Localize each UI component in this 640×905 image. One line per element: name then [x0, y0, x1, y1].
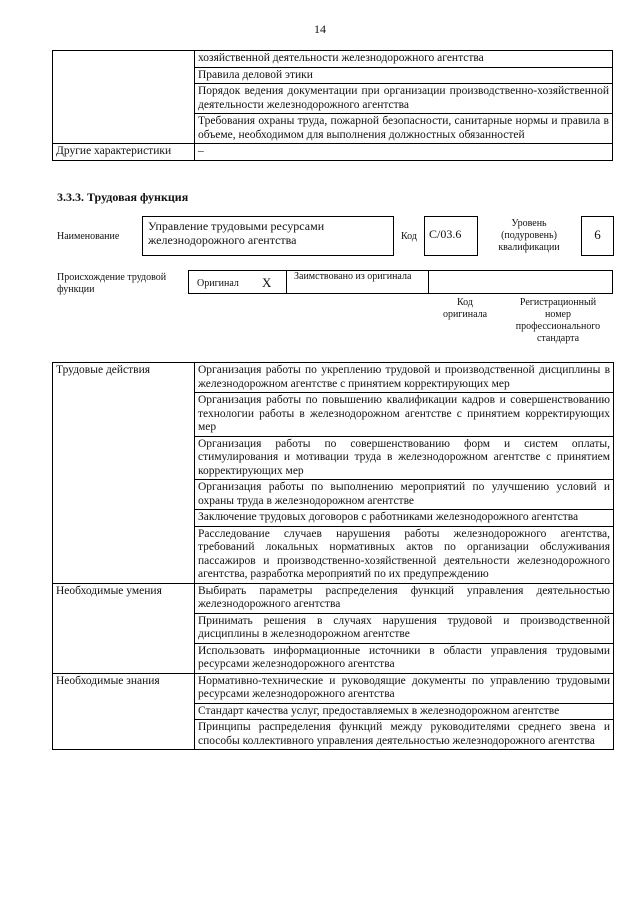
code-label: Код: [401, 231, 417, 242]
section-title: 3.3.3. Трудовая функция: [57, 190, 189, 204]
skill-item: Выбирать параметры распределения функций управления деятельностью железнодорожного агентства: [195, 583, 614, 613]
level-value-box: 6: [581, 216, 614, 256]
code-original-caption: Код оригинала: [442, 297, 488, 320]
origin-divider: [286, 270, 287, 294]
action-item: Организация работы по укреплению трудовой и производственной дисциплины в железнодорожном агентстве с принятием корректирующих мер: [195, 363, 614, 393]
action-item: Организация работы по выполнению мероприятий по улучшению условий и охраны труда в железнодорожном агентстве: [195, 480, 614, 510]
labor-function-table: [52, 362, 614, 750]
table-row: [53, 144, 613, 161]
skill-item: Использовать информационные источники в области управления трудовыми ресурсами железнодорожного агентства: [195, 643, 614, 673]
skills-label: Необходимые умения: [53, 583, 195, 673]
action-item: Заключение трудовых договоров с работниками железнодорожного агентства: [195, 510, 614, 527]
top-table-cell: Порядок ведения документации при организации производственно-хозяйственной деятельности железнодорожного агентства: [195, 84, 613, 114]
table-row: [53, 673, 614, 703]
table-row: [53, 583, 614, 613]
other-characteristics-label: Другие характеристики: [53, 144, 195, 161]
origin-label: Происхождение трудовой функции: [57, 272, 167, 295]
action-item: Организация работы по повышению квалификации кадров и совершенствованию технологии работы в железнодорожном агентстве с принятием корректирующих мер: [195, 393, 614, 437]
knowledge-item: Принципы распределения функций между руководителями среднего звена и способы коллективного управления деятельностью железнодорожного агентства: [195, 720, 614, 750]
top-table-cell: хозяйственной деятельности железнодорожного агентства: [195, 51, 613, 68]
knowledge-item: Нормативно-технические и руководящие документы по управлению трудовыми ресурсами железнодорожного агентства: [195, 673, 614, 703]
knowledge-item: Стандарт качества услуг, предоставляемых в железнодорожном агентстве: [195, 703, 614, 720]
page-number: 14: [314, 22, 326, 36]
original-mark: X: [262, 275, 272, 290]
function-name-box: Управление трудовыми ресурсами железнодорожного агентства: [142, 216, 394, 256]
top-table-cell: Правила деловой этики: [195, 67, 613, 84]
borrowed-label: Заимствовано из оригинала: [294, 271, 412, 282]
skill-item: Принимать решения в случаях нарушения трудовой и производственной дисциплины в железнодорожном агентстве: [195, 613, 614, 643]
action-item: Организация работы по совершенствованию форм и систем оплаты, стимулирования и мотивации труда в железнодорожном агентстве с принятием корректирующих мер: [195, 436, 614, 480]
origin-divider: [428, 270, 429, 294]
action-item: Расследование случаев нарушения работы железнодорожного агентства, требований локальных нормативных актов по организации обслуживания пассажиров и производственно-хозяйственной деятельности железнодорожного агентства, разработка мероприятий по их предупреждению: [195, 526, 614, 583]
other-characteristics-value: –: [195, 144, 613, 161]
name-label: Наименование: [57, 231, 120, 242]
actions-label: Трудовые действия: [53, 363, 195, 584]
knowledge-label: Необходимые знания: [53, 673, 195, 750]
level-label: Уровень (подуровень) квалификации: [498, 218, 560, 253]
table-row: [53, 363, 614, 393]
top-table-label-cell: [53, 51, 195, 144]
top-table-cell: Требования охраны труда, пожарной безопасности, санитарные нормы и правила в объеме, необходимом для выполнения должностных обязанностей: [195, 114, 613, 144]
table-row: [53, 51, 613, 68]
function-code-box: С/03.6: [424, 216, 478, 256]
original-label: Оригинал: [197, 278, 239, 289]
reg-number-caption: Регистрационный номер профессионального стандарта: [515, 297, 601, 344]
top-table: [52, 50, 613, 161]
